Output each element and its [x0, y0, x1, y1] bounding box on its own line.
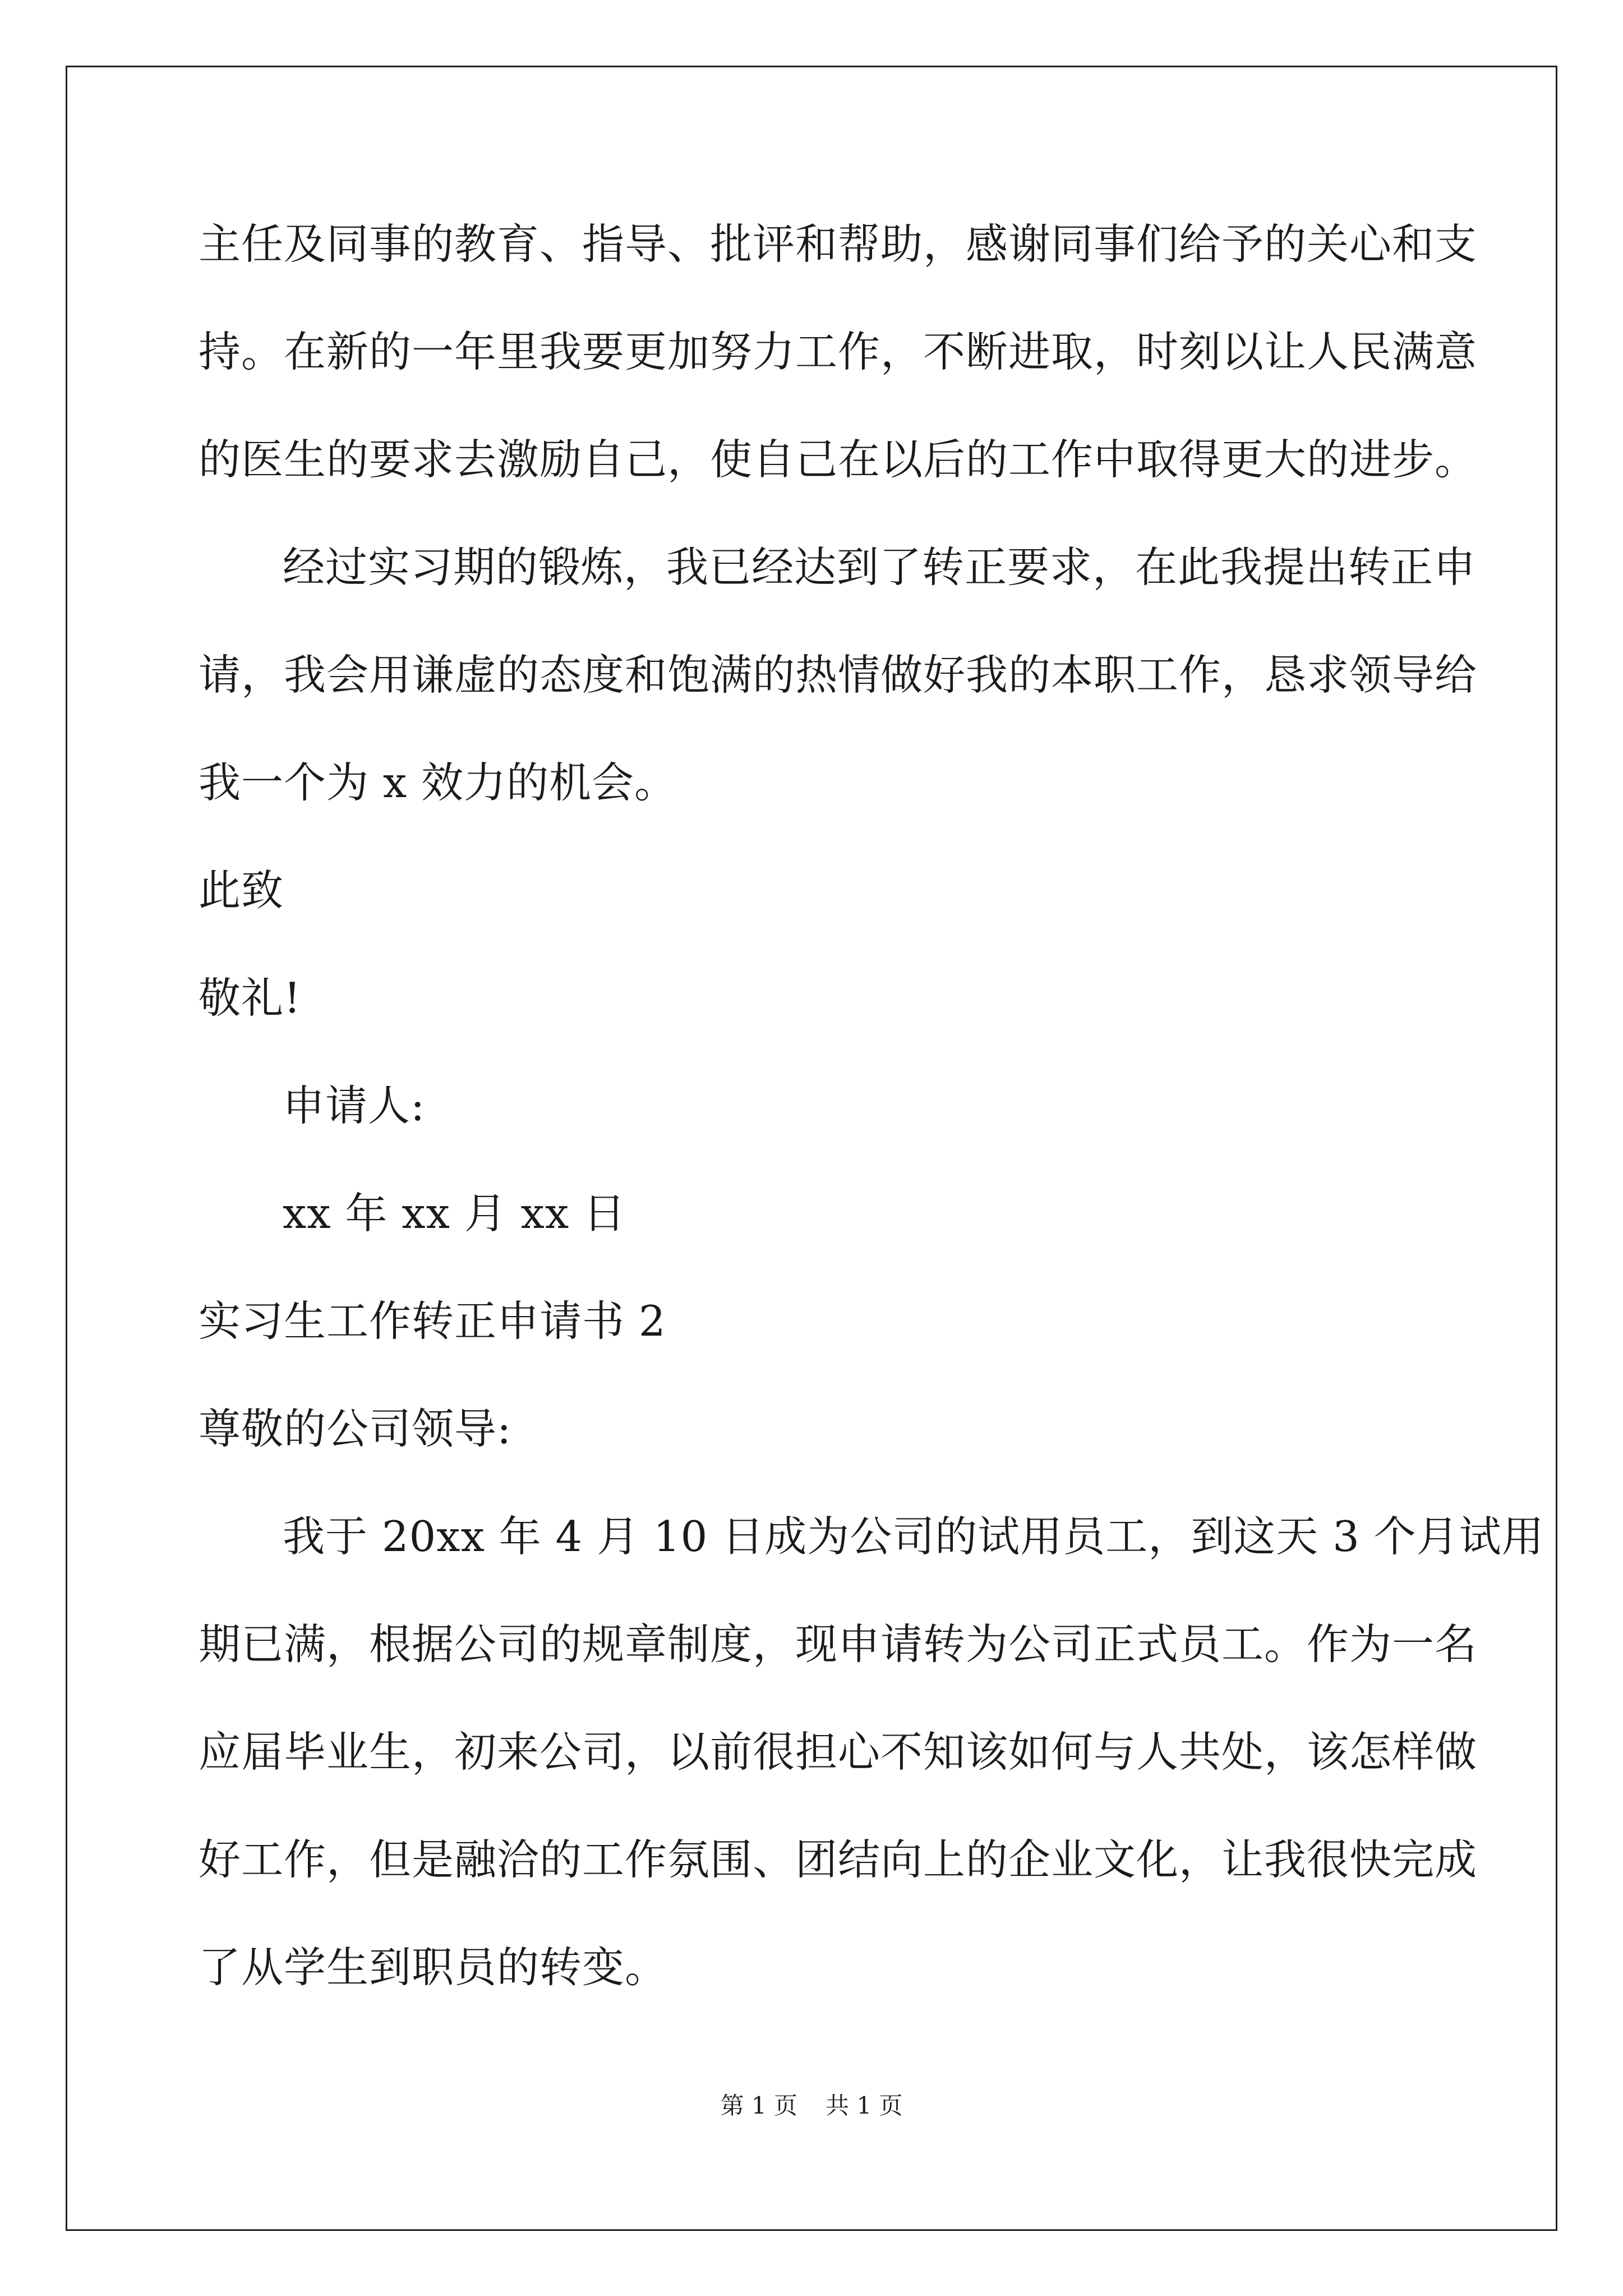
paragraph-line: 了从学生到职员的转变。 — [199, 1943, 668, 1992]
paragraph-line: 的医生的要求去激励自己，使自己在以后的工作中取得更大的进步。 — [199, 435, 1478, 484]
total-pages: 共 1 页 — [826, 2092, 903, 2119]
paragraph-line: 期已满，根据公司的规章制度，现申请转为公司正式员工。作为一名 — [199, 1619, 1478, 1669]
paragraph-line: 经过实习期的锻炼，我已经达到了转正要求，在此我提出转正申 — [283, 542, 1477, 592]
page-number: 第 1 页 — [720, 2092, 797, 2119]
paragraph-line: 主任及同事的教育、指导、批评和帮助，感谢同事们给予的关心和支 — [199, 219, 1478, 269]
page-footer — [0, 2089, 1623, 2123]
applicant-label: 申请人: — [283, 1081, 426, 1130]
closing-line: 此致 — [199, 866, 284, 915]
page-border — [66, 66, 1557, 2231]
paragraph-line: 好工作，但是融洽的工作氛围、团结向上的企业文化，让我很快完成 — [199, 1835, 1478, 1884]
section-title: 实习生工作转正申请书 2 — [199, 1296, 666, 1346]
paragraph-line: 应届毕业生，初来公司，以前很担心不知该如何与人共处，该怎样做 — [199, 1727, 1478, 1777]
paragraph-line: 我一个为 x 效力的机会。 — [199, 758, 677, 807]
closing-salutation: 敬礼! — [199, 973, 302, 1023]
date-line: xx 年 xx 月 xx 日 — [283, 1189, 626, 1238]
greeting: 尊敬的公司领导: — [199, 1404, 512, 1453]
paragraph-line: 我于 20xx 年 4 月 10 日成为公司的试用员工，到这天 3 个月试用 — [283, 1512, 1544, 1561]
paragraph-line: 请，我会用谦虚的态度和饱满的热情做好我的本职工作，恳求领导给 — [199, 650, 1478, 700]
paragraph-line: 持。在新的一年里我要更加努力工作，不断进取，时刻以让人民满意 — [199, 327, 1478, 376]
